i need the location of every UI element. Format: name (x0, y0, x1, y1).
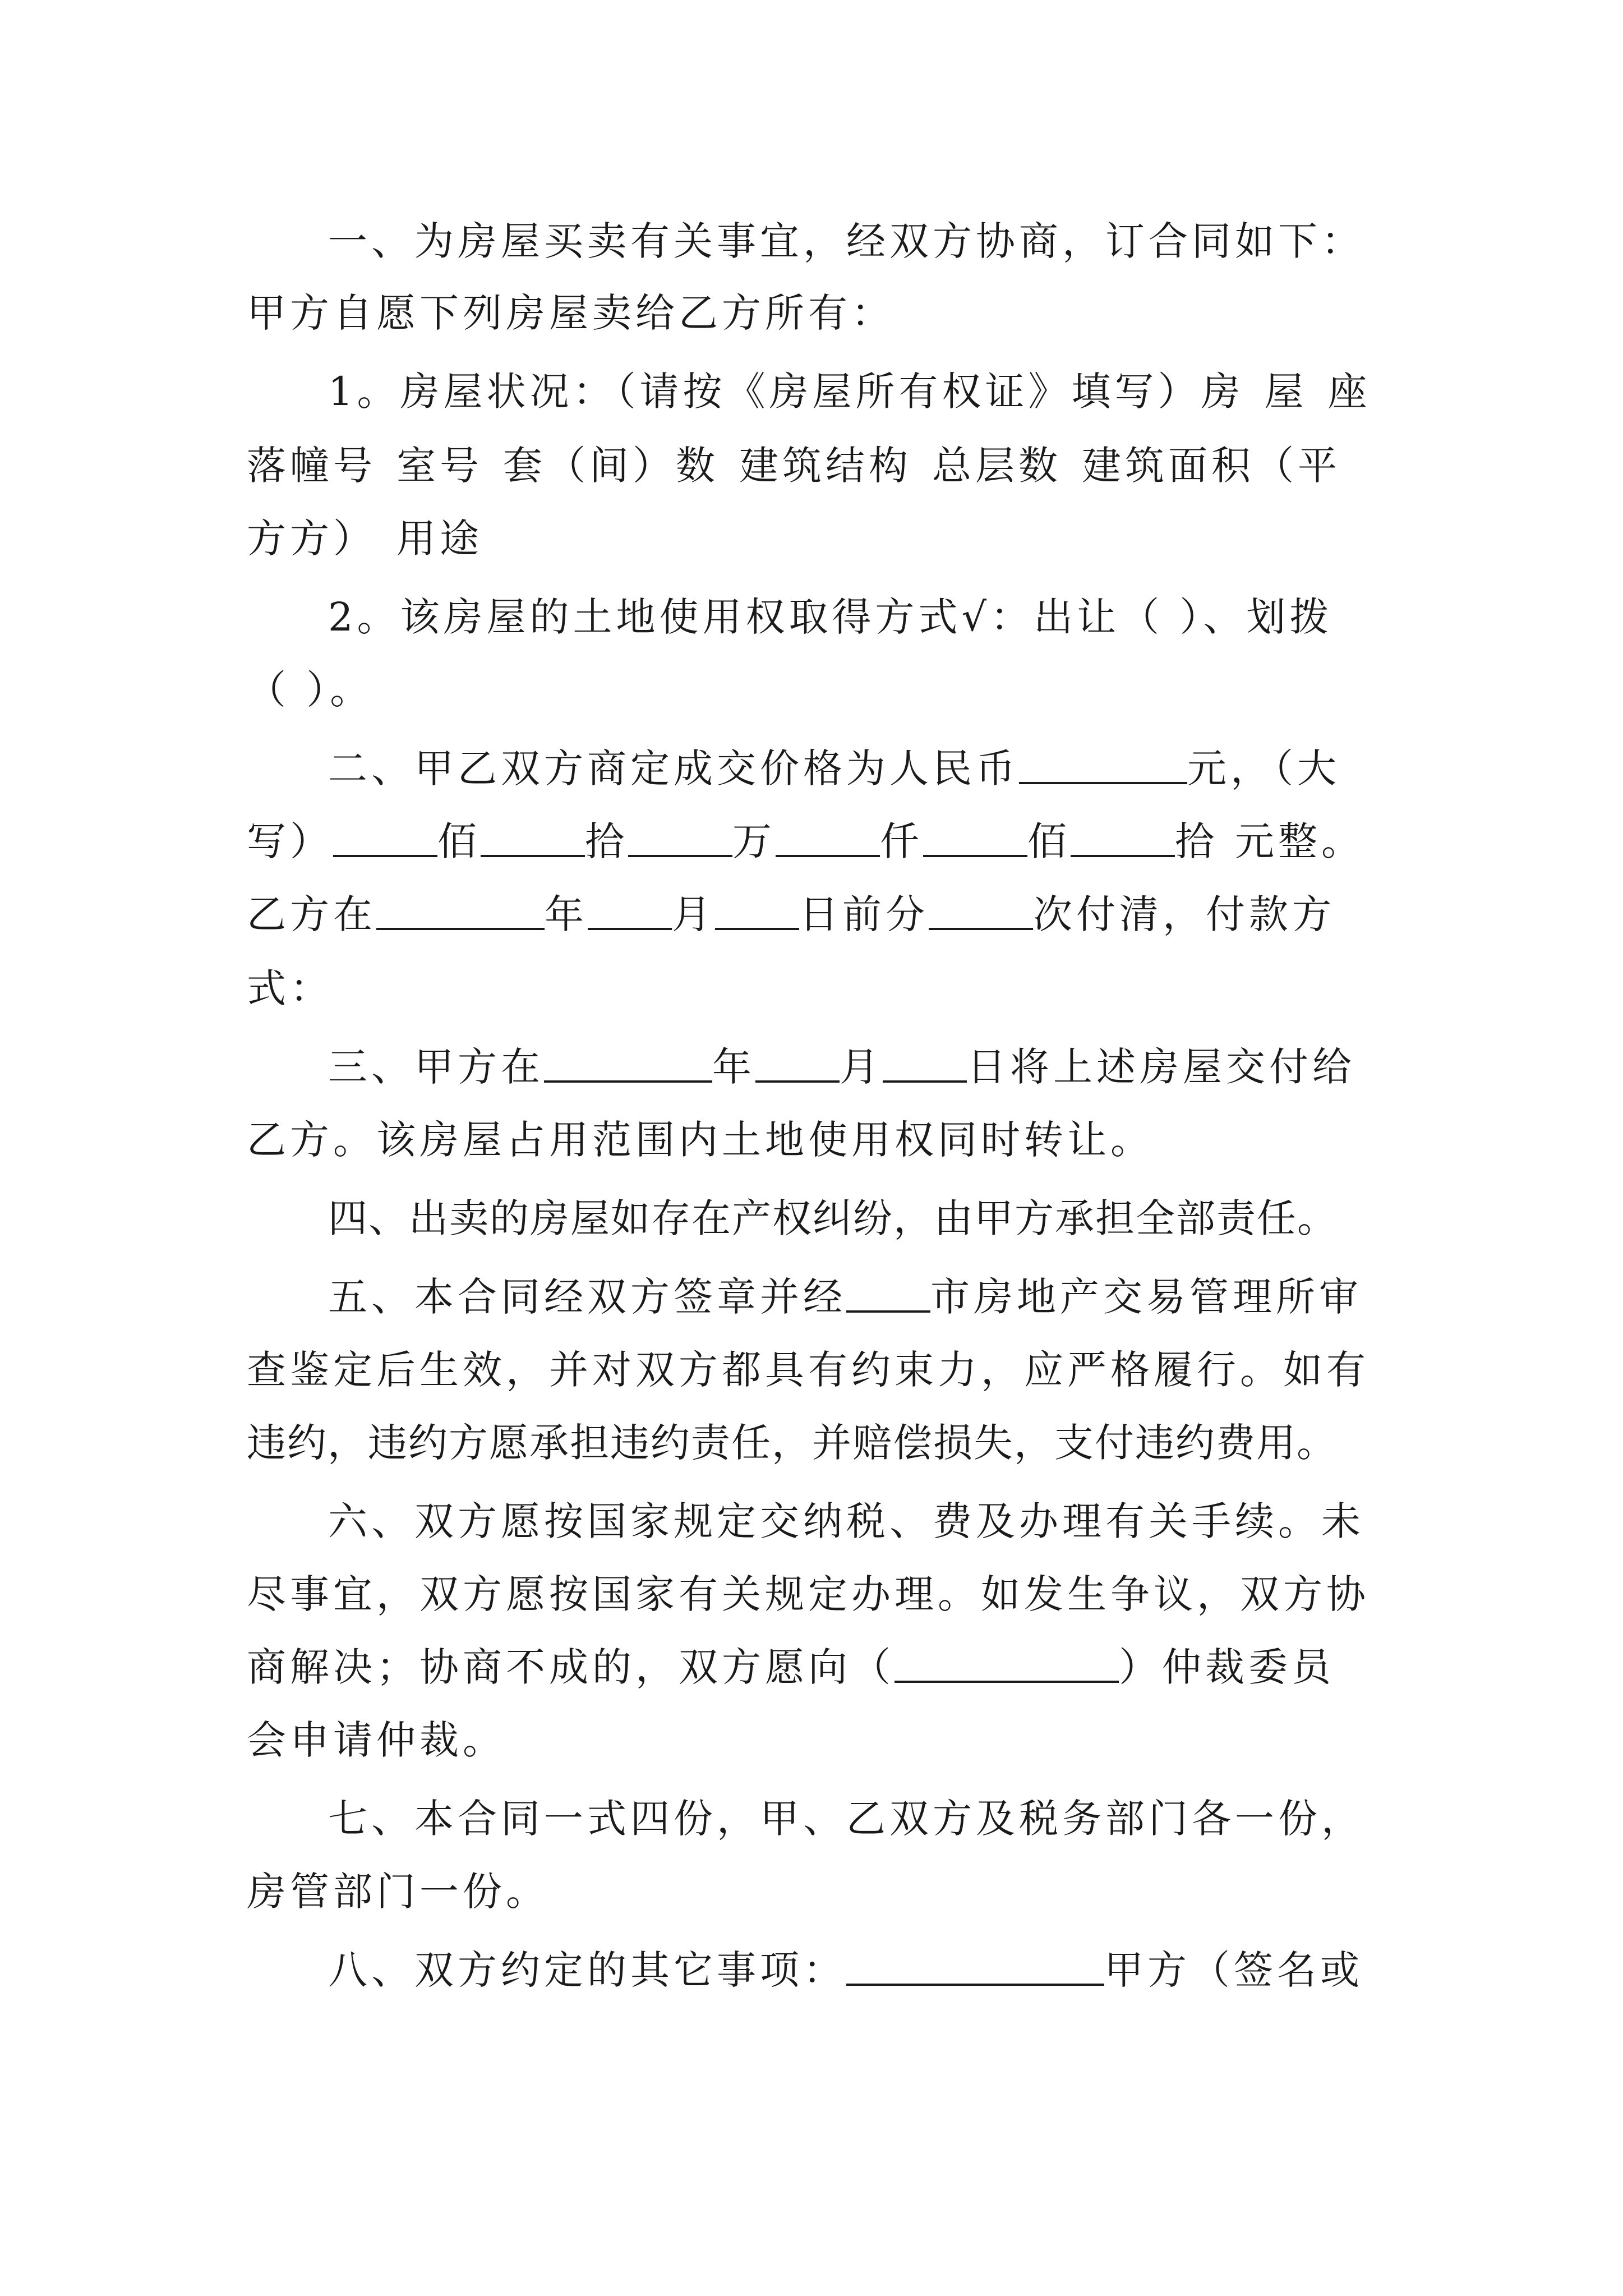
section7-line2: 房管部门一份。 (247, 1869, 549, 1915)
caps-shi: 拾 (585, 818, 628, 864)
section1-item2: 2。该房屋的土地使用权取得方式√：出让（ ）、划拨 (328, 594, 1333, 640)
section1-sale-clause: 甲方自愿下列房屋卖给乙方所有： (247, 290, 895, 336)
s3-prefix: 三、甲方在 (328, 1044, 544, 1090)
s3-year-blank[interactable] (544, 1039, 712, 1083)
s3-day-blank[interactable] (883, 1039, 967, 1083)
item1-field-units: 套（间）数 (503, 443, 719, 489)
pay-prefix: 乙方在 (247, 891, 376, 937)
section2-price-line (328, 740, 1340, 797)
item1-field-use: 用途 (396, 516, 483, 562)
section3-line1 (328, 1039, 1355, 1095)
s5-suffix: 市房地产交易管理所审 (930, 1274, 1362, 1320)
section2-pay-line (247, 886, 1335, 942)
section1-item2-cont: （ ）。 (247, 667, 374, 713)
item1-word-zuo: 座 (1327, 369, 1371, 415)
section1-item1-line3 (247, 510, 483, 567)
s8-prefix: 八、双方约定的其它事项： (328, 1947, 846, 1993)
pay-month-blank[interactable] (588, 886, 672, 930)
section1-item1-line1 (328, 364, 1371, 420)
s8-other-blank[interactable] (846, 1942, 1104, 1986)
s6-suffix: ）仲裁委员 (1119, 1644, 1335, 1690)
section5-line3: 违约，违约方愿承担违约责任，并赔偿损失，支付违约费用。 (247, 1420, 1337, 1466)
caps-bai-blank[interactable] (333, 813, 437, 857)
caps-shi2: 拾 (1175, 818, 1218, 864)
section8-line1 (328, 1942, 1363, 1998)
s6-arbitration-blank[interactable] (895, 1639, 1119, 1683)
section6-line4: 会申请仲裁。 (247, 1717, 506, 1763)
item1-prefix: 1。房屋状况：（请按《房屋所有权证》填写）房 (328, 369, 1244, 415)
pay-month: 月 (672, 891, 715, 937)
section3-line2: 乙方。该房屋占用范围内土地使用权同时转让。 (247, 1117, 1154, 1163)
caps-bai2-blank[interactable] (923, 813, 1027, 857)
section6-line3 (247, 1639, 1335, 1695)
item1-field-room: 室号 (396, 443, 483, 489)
price-amount-blank[interactable] (1019, 740, 1187, 784)
pay-day-blank[interactable] (715, 886, 799, 930)
caps-wan-blank[interactable] (628, 813, 732, 857)
price-yuan: 元，（大 (1187, 746, 1340, 792)
section6-line2: 尽事宜，双方愿按国家有关规定办理。如发生争议，双方协 (247, 1571, 1370, 1617)
caps-qian-blank[interactable] (776, 813, 880, 857)
section7-line1: 七、本合同一式四份，甲、乙双方及税务部门各一份， (328, 1796, 1364, 1842)
item1-field-building: 落幢号 (247, 443, 376, 489)
caps-wan: 万 (732, 818, 776, 864)
section4: 四、出卖的房屋如存在产权纠纷，由甲方承担全部责任。 (328, 1195, 1338, 1241)
pay-year-blank[interactable] (376, 886, 545, 930)
caps-shi-blank[interactable] (481, 813, 585, 857)
s3-month: 月 (840, 1044, 883, 1090)
item1-field-floors: 总层数 (932, 443, 1062, 489)
section5-line1 (328, 1269, 1362, 1325)
pay-times-blank[interactable] (929, 886, 1033, 930)
item1-area-unit: 方方） (247, 516, 376, 562)
caps-bai: 佰 (437, 818, 481, 864)
section1-item1-line2 (247, 438, 1341, 494)
section5-line2: 查鉴定后生效，并对双方都具有约束力，应严格履行。如有 (247, 1347, 1370, 1393)
caps-end: 元整。 (1235, 818, 1364, 864)
item1-field-area: 建筑面积（平 (1082, 443, 1341, 489)
caps-shi2-blank[interactable] (1071, 813, 1175, 857)
item1-field-structure: 建筑结构 (739, 443, 912, 489)
pay-day: 日前分 (799, 891, 929, 937)
s8-suffix: 甲方（签名或 (1104, 1947, 1363, 1993)
item1-word-wu: 屋 (1264, 369, 1308, 415)
s3-month-blank[interactable] (755, 1039, 840, 1083)
s3-day: 日将上述房屋交付给 (967, 1044, 1355, 1090)
caps-prefix: 写） (247, 818, 333, 864)
caps-bai2: 佰 (1027, 818, 1071, 864)
pay-times: 次付清，付款方 (1033, 891, 1335, 937)
section2-pay-method: 式： (247, 965, 333, 1011)
section6-line1: 六、双方愿按国家规定交纳税、费及办理有关手续。未 (328, 1498, 1364, 1544)
price-prefix: 二、甲乙双方商定成交价格为人民币 (328, 746, 1019, 792)
s5-prefix: 五、本合同经双方签章并经 (328, 1274, 846, 1320)
section2-caps-line (247, 813, 1364, 869)
section1-intro: 一、为房屋买卖有关事宜，经双方协商，订合同如下： (328, 218, 1364, 264)
s5-city-blank[interactable] (846, 1269, 930, 1313)
caps-qian: 仟 (880, 818, 923, 864)
s3-year: 年 (712, 1044, 755, 1090)
pay-year: 年 (545, 891, 588, 937)
s6-prefix: 商解决；协商不成的，双方愿向（ (247, 1644, 895, 1690)
